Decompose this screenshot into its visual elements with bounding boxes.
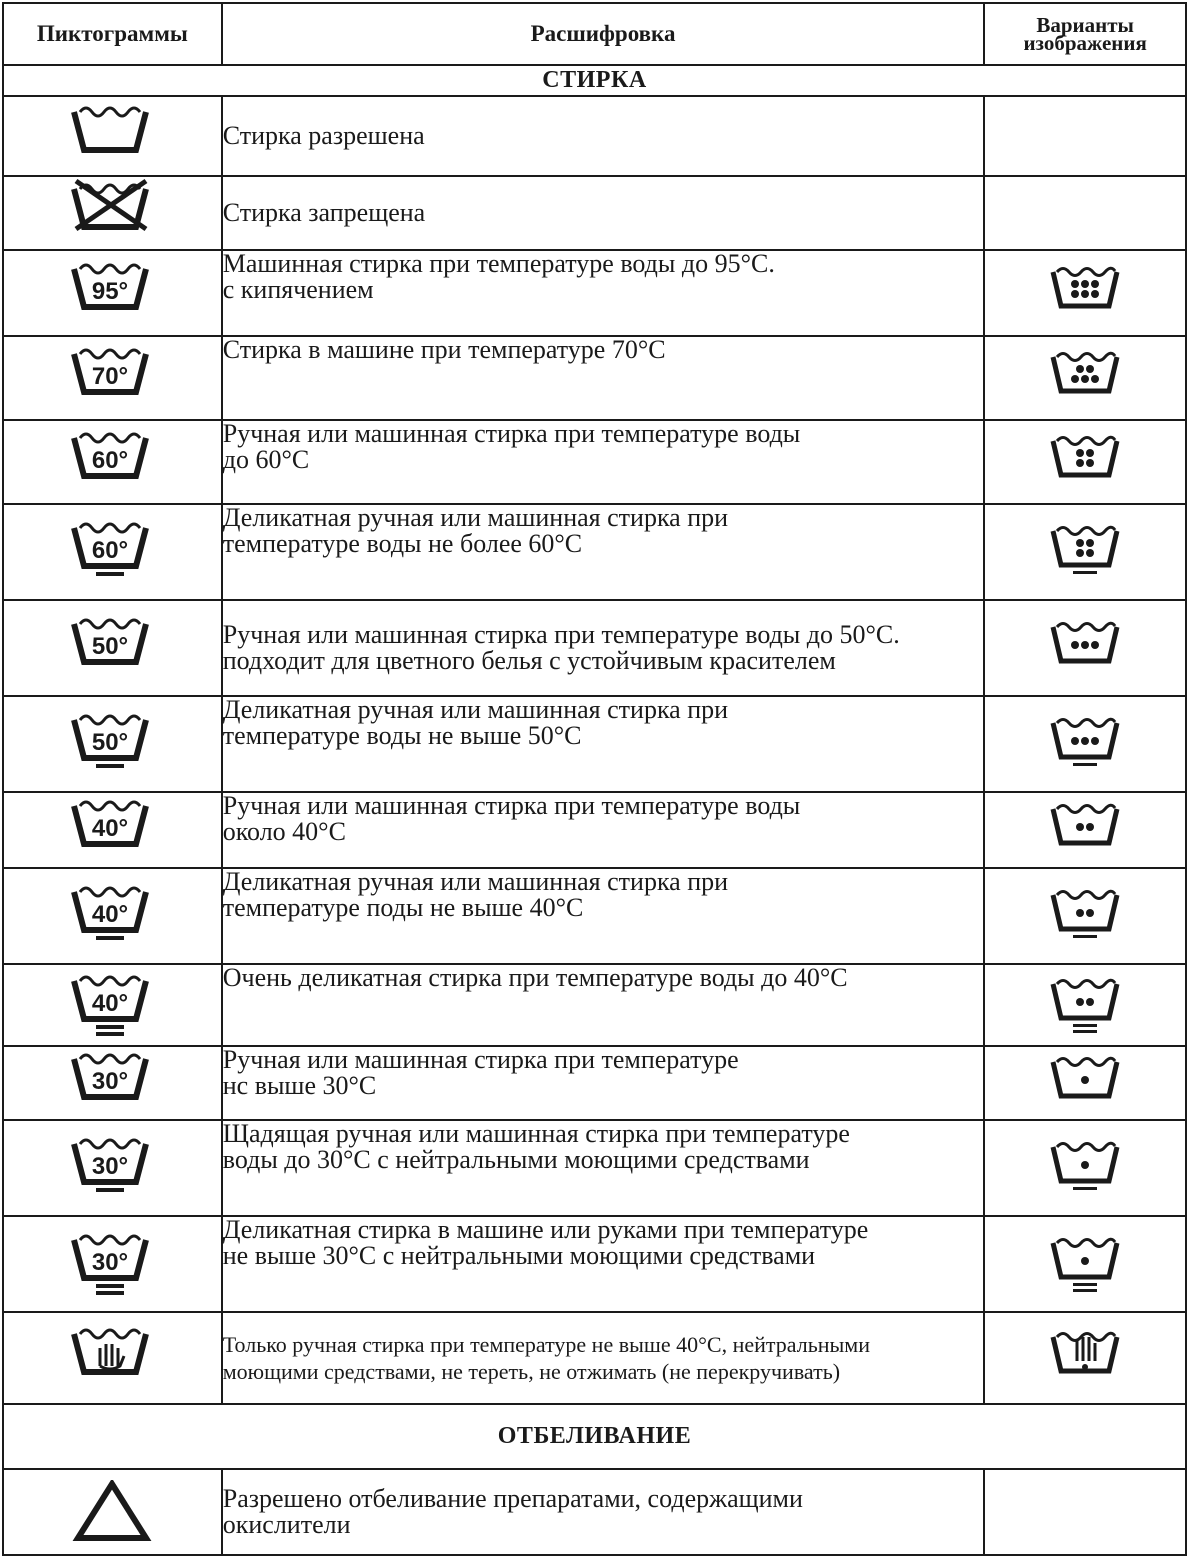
temperature-label: 40° xyxy=(92,901,129,928)
water-wave xyxy=(80,108,140,116)
water-wave xyxy=(1057,1239,1115,1246)
gentle-bar xyxy=(1073,571,1097,574)
gentle-bar xyxy=(1073,1030,1097,1033)
gentle-bar xyxy=(1073,1289,1097,1292)
description-line: Очень деликатная стирка при температуре воды до 40°С xyxy=(222,963,848,992)
pictogram-cell xyxy=(3,1312,222,1404)
description-cell xyxy=(222,792,985,868)
temperature-dot xyxy=(1076,539,1084,547)
description-line: с кипячением xyxy=(222,275,374,304)
section-row-washing xyxy=(3,65,1186,96)
water-wave xyxy=(80,350,140,358)
variant-hand-wash-icon xyxy=(1049,1325,1121,1391)
pictogram-cell xyxy=(3,600,222,696)
variant-wash-70-icon xyxy=(1049,345,1121,411)
description-cell xyxy=(222,96,985,176)
tub-outline xyxy=(1053,357,1117,391)
description-line: около 40°С xyxy=(222,817,346,846)
water-wave xyxy=(80,1055,140,1063)
description-line: Деликатная ручная или машинная стирка при xyxy=(222,867,729,896)
gentle-bar xyxy=(1073,935,1097,938)
temperature-label: 95° xyxy=(92,278,129,305)
table-row xyxy=(3,1120,1186,1216)
temperature-dot xyxy=(1071,290,1079,298)
water-wave xyxy=(1057,1058,1115,1065)
table-row xyxy=(3,250,1186,336)
variant-wash-30-icon xyxy=(1049,1050,1121,1116)
table-row xyxy=(3,420,1186,504)
water-wave xyxy=(80,620,140,628)
gentle-bar xyxy=(1073,1283,1097,1286)
description-cell xyxy=(222,964,985,1046)
description-cell xyxy=(222,1216,985,1312)
wash-40-gentle-icon xyxy=(70,880,154,952)
water-wave xyxy=(80,977,140,985)
description-line: окислители xyxy=(222,1510,351,1539)
pictogram-cell xyxy=(3,1469,222,1555)
temperature-dot xyxy=(1081,375,1089,383)
description-cell xyxy=(222,600,985,696)
variant-cell xyxy=(984,1469,1186,1555)
tub-outline xyxy=(1053,984,1117,1018)
temperature-label: 50° xyxy=(92,633,129,660)
wash-70-icon xyxy=(70,342,154,414)
table-row xyxy=(3,1469,1186,1555)
description-line: моющими средствами, не тереть, не отжимать (не перекручивать) xyxy=(222,1359,841,1384)
description-cell xyxy=(222,1046,985,1120)
water-wave xyxy=(1057,527,1115,534)
description-line: температуре воды не более 60°С xyxy=(222,529,583,558)
water-wave xyxy=(1057,1333,1115,1340)
table-row xyxy=(3,96,1186,176)
table-row xyxy=(3,600,1186,696)
temperature-dot xyxy=(1081,1161,1089,1169)
variant-cell xyxy=(984,600,1186,696)
description-line: температуре поды не выше 40°С xyxy=(222,893,584,922)
temperature-dot xyxy=(1076,549,1084,557)
tub-outline xyxy=(1053,895,1117,929)
temperature-label: 60° xyxy=(92,447,129,474)
description-cell xyxy=(222,1312,985,1404)
gentle-bar xyxy=(1073,763,1097,766)
pictogram-cell xyxy=(3,1046,222,1120)
water-wave xyxy=(80,802,140,810)
wash-60-icon xyxy=(70,426,154,498)
gentle-bar xyxy=(96,1025,124,1029)
wash-40-icon xyxy=(70,794,154,866)
water-wave xyxy=(80,1330,140,1338)
wash-95-icon xyxy=(70,257,154,329)
water-wave xyxy=(80,524,140,532)
description-line: подходит для цветного белья с устойчивым красителем xyxy=(222,646,836,675)
variant-cell xyxy=(984,1120,1186,1216)
variant-cell xyxy=(984,96,1186,176)
water-wave xyxy=(80,434,140,442)
section-title-washing: СТИРКА xyxy=(3,65,1186,96)
pictogram-cell xyxy=(3,250,222,336)
wash-tub-icon xyxy=(70,100,154,172)
temperature-dot xyxy=(1076,459,1084,467)
description-line: не выше 30°С с нейтральными моющими средствами xyxy=(222,1241,816,1270)
table-row xyxy=(3,504,1186,600)
variant-cell xyxy=(984,696,1186,792)
water-wave xyxy=(80,716,140,724)
wash-30-icon xyxy=(70,1047,154,1119)
temperature-dot xyxy=(1076,823,1084,831)
variant-wash-40-icon xyxy=(1049,797,1121,863)
variant-cell xyxy=(984,792,1186,868)
variant-cell xyxy=(984,1216,1186,1312)
tub-outline xyxy=(1053,531,1117,565)
temperature-dot xyxy=(1081,280,1089,288)
water-wave xyxy=(1057,353,1115,360)
temperature-dot xyxy=(1081,1076,1089,1084)
gentle-bar xyxy=(96,764,124,768)
description-cell xyxy=(222,176,985,250)
variant-wash-40-very-gentle-icon xyxy=(1049,972,1121,1038)
header-variants-line2: изображения xyxy=(1023,31,1147,55)
description-cell xyxy=(222,868,985,964)
wash-50-icon xyxy=(70,612,154,684)
description-cell xyxy=(222,336,985,420)
temperature-label: 40° xyxy=(92,990,129,1017)
water-wave xyxy=(1057,437,1115,444)
temperature-dot xyxy=(1086,823,1094,831)
description-line: Щадящая ручная или машинная стирка при температуре xyxy=(222,1119,850,1148)
temperature-dot xyxy=(1071,375,1079,383)
variant-wash-40-gentle-icon xyxy=(1049,883,1121,949)
gentle-bar xyxy=(96,1032,124,1036)
variant-wash-30-very-gentle-icon xyxy=(1049,1231,1121,1297)
temperature-dot xyxy=(1091,641,1099,649)
variant-cell xyxy=(984,420,1186,504)
temperature-dot xyxy=(1091,375,1099,383)
hand-wash-icon xyxy=(70,1322,154,1394)
wash-60-gentle-icon xyxy=(70,516,154,588)
variant-cell xyxy=(984,336,1186,420)
water-wave xyxy=(1057,268,1115,275)
description-cell xyxy=(222,504,985,600)
header-variants xyxy=(984,3,1186,65)
header-variants-line1: Варианты xyxy=(1036,13,1134,37)
gentle-bar xyxy=(96,1284,124,1288)
description-line: температуре воды не выше 50°С xyxy=(222,721,582,750)
table-row xyxy=(3,1312,1186,1404)
pictogram-cell xyxy=(3,504,222,600)
tub-outline xyxy=(74,1334,146,1372)
variant-cell xyxy=(984,504,1186,600)
variant-wash-30-gentle-icon xyxy=(1049,1135,1121,1201)
pictogram-cell xyxy=(3,176,222,250)
pictogram-cell xyxy=(3,1216,222,1312)
temperature-dot xyxy=(1086,998,1094,1006)
wash-forbidden-icon xyxy=(70,177,154,249)
description-cell xyxy=(222,1120,985,1216)
temperature-label: 30° xyxy=(92,1068,129,1095)
wash-40-very-gentle-icon xyxy=(70,969,154,1041)
temperature-dot xyxy=(1086,449,1094,457)
table-row xyxy=(3,696,1186,792)
table-row xyxy=(3,1216,1186,1312)
description-line: до 60°С xyxy=(222,445,310,474)
description-line: Стирка в машине при температуре 70°С xyxy=(222,335,666,364)
variant-cell xyxy=(984,868,1186,964)
temperature-dot xyxy=(1081,1257,1089,1265)
tub-outline xyxy=(1053,441,1117,475)
pictogram-cell xyxy=(3,420,222,504)
table-row xyxy=(3,336,1186,420)
temperature-dot xyxy=(1071,280,1079,288)
temperature-label: 60° xyxy=(92,537,129,564)
temperature-dot xyxy=(1086,365,1094,373)
temperature-label: 50° xyxy=(92,729,129,756)
temperature-dot xyxy=(1076,449,1084,457)
bleach-triangle-icon xyxy=(72,1480,152,1544)
water-wave xyxy=(80,1236,140,1244)
variant-cell xyxy=(984,250,1186,336)
description-cell xyxy=(222,1469,985,1555)
water-wave xyxy=(1057,805,1115,812)
pictogram-cell xyxy=(3,336,222,420)
tub-outline xyxy=(1053,809,1117,843)
tub-outline xyxy=(74,112,146,150)
pictogram-cell xyxy=(3,868,222,964)
variant-cell xyxy=(984,1046,1186,1120)
table-row xyxy=(3,176,1186,250)
description-line: Ручная или машинная стирка при температуре xyxy=(222,1045,739,1074)
variant-wash-95-icon xyxy=(1049,260,1121,326)
variant-cell xyxy=(984,176,1186,250)
header-description: Расшифровка xyxy=(222,3,985,65)
temperature-dot xyxy=(1082,1364,1088,1370)
pictogram-cell xyxy=(3,964,222,1046)
description-line: Деликатная стирка в машине или руками при температуре xyxy=(222,1215,869,1244)
gentle-bar xyxy=(96,936,124,940)
gentle-bar xyxy=(1073,1187,1097,1190)
table-row xyxy=(3,1046,1186,1120)
header-pictograms: Пиктограммы xyxy=(3,3,222,65)
description-line: Стирка запрещена xyxy=(222,198,426,227)
water-wave xyxy=(80,888,140,896)
temperature-label: 40° xyxy=(92,815,129,842)
description-line: Машинная стирка при температуре воды до 95°С. xyxy=(222,249,775,278)
temperature-dot xyxy=(1086,459,1094,467)
table-row xyxy=(3,792,1186,868)
water-wave xyxy=(1057,980,1115,987)
description-line: воды до 30°С с нейтральными моющими средствами xyxy=(222,1145,810,1174)
description-cell xyxy=(222,250,985,336)
pictogram-cell xyxy=(3,696,222,792)
water-wave xyxy=(80,265,140,273)
description-cell xyxy=(222,696,985,792)
pictogram-cell xyxy=(3,1120,222,1216)
variant-wash-60-gentle-icon xyxy=(1049,519,1121,585)
variant-cell xyxy=(984,964,1186,1046)
temperature-dot xyxy=(1091,737,1099,745)
water-wave xyxy=(1057,719,1115,726)
section-title-bleaching: ОТБЕЛИВАНИЕ xyxy=(3,1404,1186,1469)
description-line: Только ручная стирка при температуре не выше 40°С, нейтральными xyxy=(222,1332,870,1357)
tub-outline xyxy=(1053,272,1117,306)
temperature-dot xyxy=(1081,641,1089,649)
temperature-dot xyxy=(1076,998,1084,1006)
hand-icon xyxy=(100,1344,124,1369)
temperature-dot xyxy=(1076,365,1084,373)
table-row xyxy=(3,964,1186,1046)
temperature-dot xyxy=(1091,280,1099,288)
variant-cell xyxy=(984,1312,1186,1404)
gentle-bar xyxy=(96,572,124,576)
variant-wash-50-icon xyxy=(1049,615,1121,681)
description-line: Ручная или машинная стирка при температуре воды xyxy=(222,791,801,820)
description-line: Разрешено отбеливание препаратами, содержащими xyxy=(222,1484,803,1513)
wash-30-gentle-icon xyxy=(70,1132,154,1204)
description-line: Деликатная ручная или машинная стирка при xyxy=(222,695,729,724)
water-wave xyxy=(1057,1143,1115,1150)
temperature-dot xyxy=(1081,737,1089,745)
hand-icon xyxy=(1077,1337,1095,1361)
gentle-bar xyxy=(96,1188,124,1192)
description-line: нс выше 30°С xyxy=(222,1071,377,1100)
temperature-dot xyxy=(1086,539,1094,547)
description-cell xyxy=(222,420,985,504)
temperature-dot xyxy=(1071,737,1079,745)
gentle-bar xyxy=(1073,1024,1097,1027)
description-line: Ручная или машинная стирка при температуре воды до 50°С. xyxy=(222,620,900,649)
temperature-dot xyxy=(1076,909,1084,917)
temperature-dot xyxy=(1086,549,1094,557)
temperature-dot xyxy=(1081,290,1089,298)
water-wave xyxy=(80,1140,140,1148)
description-line: Ручная или машинная стирка при температуре воды xyxy=(222,419,801,448)
pictogram-cell xyxy=(3,96,222,176)
temperature-dot xyxy=(1091,290,1099,298)
description-line: Деликатная ручная или машинная стирка при xyxy=(222,503,729,532)
temperature-label: 30° xyxy=(92,1249,129,1276)
header-row xyxy=(3,3,1186,65)
washing-rows xyxy=(3,96,1186,1404)
temperature-dot xyxy=(1071,641,1079,649)
variant-wash-60-icon xyxy=(1049,429,1121,495)
variant-wash-50-gentle-icon xyxy=(1049,711,1121,777)
water-wave xyxy=(1057,623,1115,630)
gentle-bar xyxy=(96,1291,124,1295)
section-row-bleaching xyxy=(3,1404,1186,1469)
description-line: Стирка разрешена xyxy=(222,121,425,150)
wash-30-very-gentle-icon xyxy=(70,1228,154,1300)
table-row xyxy=(3,868,1186,964)
pictogram-cell xyxy=(3,792,222,868)
temperature-label: 30° xyxy=(92,1153,129,1180)
wash-50-gentle-icon xyxy=(70,708,154,780)
temperature-label: 70° xyxy=(92,363,129,390)
temperature-dot xyxy=(1086,909,1094,917)
water-wave xyxy=(1057,891,1115,898)
care-symbols-table xyxy=(2,2,1187,1556)
